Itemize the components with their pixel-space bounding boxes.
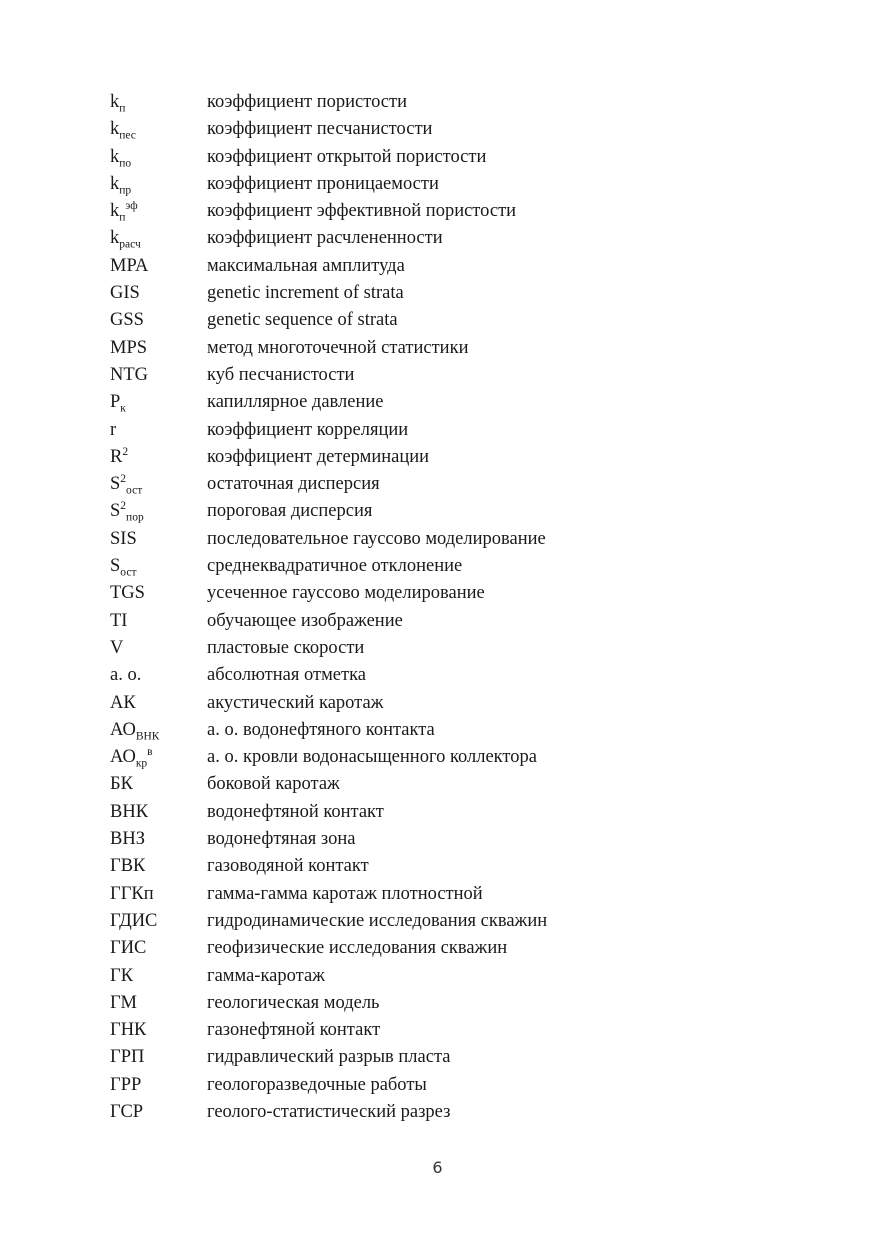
abbreviation-base: MPS bbox=[110, 337, 148, 358]
list-item bbox=[110, 116, 810, 143]
definition: максимальная амплитуда bbox=[207, 255, 405, 276]
list-item bbox=[110, 225, 810, 252]
abbreviation bbox=[110, 144, 207, 171]
definition: капиллярное давление bbox=[207, 392, 384, 413]
abbreviation-base: ГМ bbox=[110, 992, 137, 1013]
abbreviation-base: SIS bbox=[110, 528, 137, 549]
abbreviation bbox=[110, 826, 207, 853]
abbreviation-subscript: расч bbox=[119, 239, 141, 252]
list-item bbox=[110, 335, 810, 362]
list-item bbox=[110, 89, 810, 116]
list-item bbox=[110, 444, 810, 471]
definition: коэффициент песчанистости bbox=[207, 119, 433, 140]
definition: водонефтяной контакт bbox=[207, 801, 384, 822]
abbreviation-base: k bbox=[110, 201, 120, 222]
abbreviation bbox=[110, 771, 207, 798]
list-item bbox=[110, 280, 810, 307]
abbreviation-base: R bbox=[110, 446, 123, 467]
abbreviation bbox=[110, 635, 207, 662]
abbreviation-base: ГК bbox=[110, 965, 134, 986]
abbreviation-base: АК bbox=[110, 692, 136, 713]
definition: коэффициент проницаемости bbox=[207, 173, 439, 194]
abbreviation-subscript: пр bbox=[119, 184, 132, 197]
abbreviation-base: k bbox=[110, 92, 120, 112]
definition: гамма-гамма каротаж плотностной bbox=[207, 883, 483, 904]
definition: коэффициент пористости bbox=[207, 92, 408, 112]
abbreviation bbox=[110, 116, 207, 143]
definition: коэффициент открытой пористости bbox=[207, 146, 487, 167]
definition: газонефтяной контакт bbox=[207, 1020, 381, 1041]
abbreviation bbox=[110, 935, 207, 962]
abbreviation bbox=[110, 225, 207, 252]
definition: пластовые скорости bbox=[207, 637, 365, 658]
abbreviation bbox=[110, 1017, 207, 1044]
abbreviation-base: ВНЗ bbox=[110, 829, 145, 850]
list-item bbox=[110, 253, 810, 280]
definition: а. о. кровли водонасыщенного коллектора bbox=[207, 747, 537, 768]
abbreviation bbox=[110, 89, 207, 116]
abbreviation bbox=[110, 881, 207, 908]
abbreviation-base: ГСР bbox=[110, 1101, 144, 1122]
abbreviation-base: ГРР bbox=[110, 1074, 142, 1095]
list-item bbox=[110, 307, 810, 334]
abbreviation-base: P bbox=[110, 392, 121, 413]
definition: геолого-статистический разрез bbox=[207, 1101, 451, 1122]
abbreviation bbox=[110, 662, 207, 689]
definition: акустический каротаж bbox=[207, 692, 384, 713]
abbreviation-superscript: 2 bbox=[120, 473, 127, 485]
abbreviation-subscript: ост bbox=[126, 484, 143, 497]
abbreviation-base: S bbox=[110, 501, 121, 522]
abbreviation-superscript: эф bbox=[125, 200, 138, 213]
abbreviation-base: k bbox=[110, 146, 120, 167]
abbreviation-base: k bbox=[110, 173, 120, 194]
abbreviation-list bbox=[110, 89, 810, 1126]
abbreviation-subscript: к bbox=[120, 402, 126, 415]
abbreviation-subscript: ост bbox=[120, 566, 137, 579]
list-item bbox=[110, 935, 810, 962]
list-item bbox=[110, 471, 810, 498]
definition: коэффициент корреляции bbox=[207, 419, 409, 440]
abbreviation-subscript: по bbox=[119, 157, 132, 170]
abbreviation bbox=[110, 690, 207, 717]
abbreviation-subscript: пес bbox=[119, 129, 136, 142]
definition: метод многоточечной статистики bbox=[207, 337, 469, 358]
abbreviation bbox=[110, 171, 207, 198]
abbreviation-subscript: пор bbox=[126, 512, 144, 525]
definition: боковой каротаж bbox=[207, 774, 340, 795]
list-item bbox=[110, 1017, 810, 1044]
abbreviation bbox=[110, 963, 207, 990]
definition: гидродинамические исследования скважин bbox=[207, 910, 548, 931]
abbreviation-base: а. о. bbox=[110, 665, 142, 686]
abbreviation-base: r bbox=[110, 419, 117, 440]
list-item bbox=[110, 771, 810, 798]
abbreviation-base: ГИС bbox=[110, 938, 147, 959]
definition: абсолютная отметка bbox=[207, 665, 366, 686]
definition: пороговая дисперсия bbox=[207, 501, 373, 522]
abbreviation bbox=[110, 471, 207, 498]
abbreviation-base: S bbox=[110, 474, 121, 495]
abbreviation bbox=[110, 744, 207, 771]
abbreviation-subscript: ВНК bbox=[135, 730, 160, 743]
abbreviation bbox=[110, 335, 207, 362]
list-item bbox=[110, 1072, 810, 1099]
list-item bbox=[110, 690, 810, 717]
abbreviation bbox=[110, 526, 207, 553]
definition: геологическая модель bbox=[207, 992, 380, 1013]
abbreviation-base: ГНК bbox=[110, 1020, 147, 1041]
definition: genetic increment of strata bbox=[207, 283, 404, 304]
abbreviation bbox=[110, 280, 207, 307]
list-item bbox=[110, 717, 810, 744]
abbreviation-base: GIS bbox=[110, 283, 140, 304]
abbreviation-base: NTG bbox=[110, 364, 149, 385]
abbreviation-base: ВНК bbox=[110, 801, 149, 822]
abbreviation-subscript: кр bbox=[135, 757, 148, 770]
abbreviation bbox=[110, 1072, 207, 1099]
abbreviation-base: БК bbox=[110, 774, 133, 795]
abbreviation-superscript: в bbox=[147, 745, 153, 758]
abbreviation-base: ГГКп bbox=[110, 883, 154, 904]
abbreviation-base: TGS bbox=[110, 583, 145, 604]
definition: коэффициент детерминации bbox=[207, 446, 430, 467]
abbreviation bbox=[110, 580, 207, 607]
abbreviation bbox=[110, 307, 207, 334]
definition: genetic sequence of strata bbox=[207, 310, 398, 331]
list-item bbox=[110, 144, 810, 171]
list-item bbox=[110, 635, 810, 662]
abbreviation bbox=[110, 608, 207, 635]
list-item bbox=[110, 526, 810, 553]
list-item bbox=[110, 553, 810, 580]
list-item bbox=[110, 853, 810, 880]
abbreviation-base: GSS bbox=[110, 310, 144, 331]
abbreviation bbox=[110, 417, 207, 444]
list-item bbox=[110, 580, 810, 607]
list-item bbox=[110, 198, 810, 225]
list-item bbox=[110, 744, 810, 771]
definition: последовательное гауссово моделирование bbox=[207, 528, 546, 549]
list-item bbox=[110, 662, 810, 689]
abbreviation bbox=[110, 799, 207, 826]
abbreviation-base: АО bbox=[110, 747, 136, 768]
abbreviation-superscript: 2 bbox=[122, 445, 129, 458]
abbreviation-base: k bbox=[110, 119, 120, 140]
list-item bbox=[110, 881, 810, 908]
list-item bbox=[110, 1044, 810, 1071]
definition: усеченное гауссово моделирование bbox=[207, 583, 485, 604]
definition: куб песчанистости bbox=[207, 364, 355, 385]
definition: а. о. водонефтяного контакта bbox=[207, 719, 435, 740]
abbreviation bbox=[110, 253, 207, 280]
abbreviation-base: ГВК bbox=[110, 856, 146, 877]
definition: водонефтяная зона bbox=[207, 829, 356, 850]
list-item bbox=[110, 799, 810, 826]
abbreviation-subscript: п bbox=[119, 211, 126, 224]
abbreviation bbox=[110, 990, 207, 1017]
abbreviation-base: V bbox=[110, 637, 124, 658]
abbreviation bbox=[110, 1044, 207, 1071]
definition: газоводяной контакт bbox=[207, 856, 369, 877]
abbreviation-base: АО bbox=[110, 719, 136, 740]
list-item bbox=[110, 608, 810, 635]
list-item bbox=[110, 963, 810, 990]
definition: гамма-каротаж bbox=[207, 965, 325, 986]
abbreviation-subscript: п bbox=[119, 102, 126, 115]
abbreviation bbox=[110, 362, 207, 389]
definition: коэффициент эффективной пористости bbox=[207, 201, 517, 222]
abbreviation bbox=[110, 498, 207, 525]
definition: геофизические исследования скважин bbox=[207, 938, 508, 959]
abbreviation-base: ГДИС bbox=[110, 910, 158, 931]
abbreviation-base: MPA bbox=[110, 255, 149, 276]
definition: среднеквадратичное отклонение bbox=[207, 556, 463, 577]
definition: остаточная дисперсия bbox=[207, 474, 380, 495]
abbreviation bbox=[110, 853, 207, 880]
list-item bbox=[110, 908, 810, 935]
list-item bbox=[110, 826, 810, 853]
list-item bbox=[110, 498, 810, 525]
abbreviation-base: ГРП bbox=[110, 1047, 145, 1068]
list-item bbox=[110, 417, 810, 444]
abbreviation-base: S bbox=[110, 556, 121, 577]
definition: гидравлический разрыв пласта bbox=[207, 1047, 451, 1068]
definition: коэффициент расчлененности bbox=[207, 228, 443, 249]
abbreviation-base: TI bbox=[110, 610, 128, 631]
list-item bbox=[110, 362, 810, 389]
list-item bbox=[110, 389, 810, 416]
list-item bbox=[110, 1099, 810, 1126]
abbreviation-superscript: 2 bbox=[120, 500, 127, 513]
abbreviation bbox=[110, 444, 207, 471]
abbreviation bbox=[110, 717, 207, 744]
abbreviation bbox=[110, 1099, 207, 1126]
list-item bbox=[110, 990, 810, 1017]
abbreviation bbox=[110, 908, 207, 935]
abbreviation bbox=[110, 198, 207, 225]
definition: геологоразведочные работы bbox=[207, 1074, 427, 1095]
abbreviation bbox=[110, 389, 207, 416]
list-item bbox=[110, 171, 810, 198]
abbreviation-base: k bbox=[110, 228, 120, 249]
abbreviation bbox=[110, 553, 207, 580]
page-number: 6 bbox=[432, 1158, 443, 1177]
definition: обучающее изображение bbox=[207, 610, 403, 631]
